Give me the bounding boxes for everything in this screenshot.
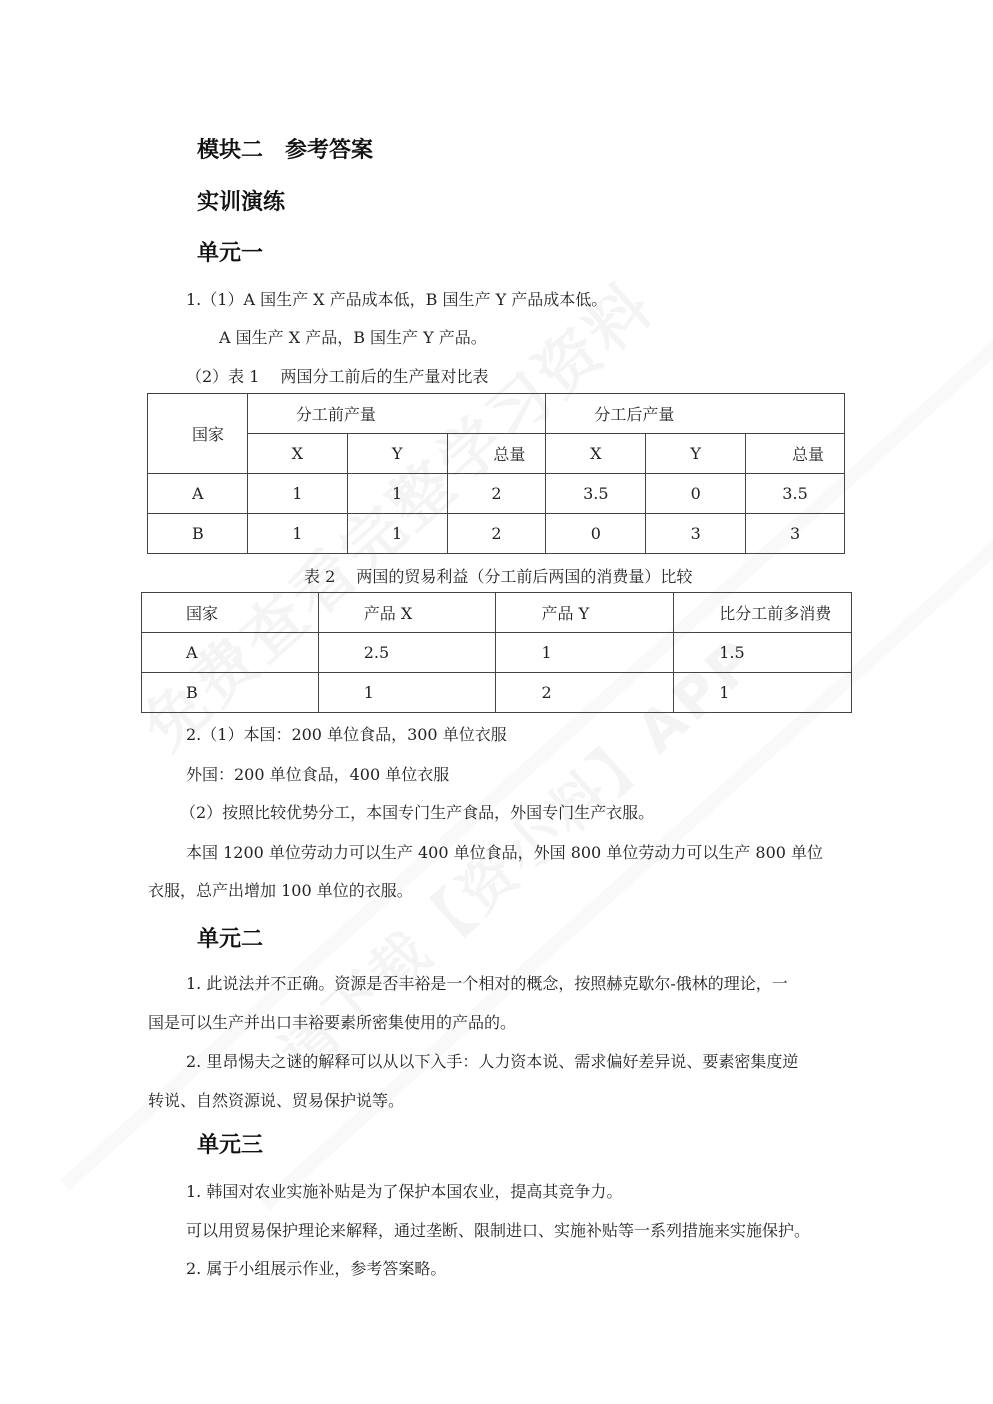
table1-header-after: 分工后产量 bbox=[546, 394, 845, 434]
unit2-q2-line1: 2. 里昂惕夫之谜的解释可以从以下入手：人力资本说、需求偏好差异说、要素密集度逆 bbox=[186, 1052, 799, 1071]
table2-cell: A bbox=[142, 633, 319, 673]
table1-subheader: Y bbox=[347, 434, 447, 474]
table1-cell: 3.5 bbox=[746, 474, 845, 514]
unit3-q1-line1: 1. 韩国对农业实施补贴是为了保护本国农业，提高其竞争力。 bbox=[186, 1182, 623, 1201]
table2-cell: B bbox=[142, 673, 319, 713]
table1-cell: 0 bbox=[646, 474, 746, 514]
unit1-q1-line2: A 国生产 X 产品，B 国生产 Y 产品。 bbox=[219, 328, 487, 347]
table-row bbox=[148, 514, 845, 554]
unit1-q2-line1: 2.（1）本国：200 单位食品，300 单位衣服 bbox=[186, 725, 507, 744]
table2-header: 产品 X bbox=[318, 593, 496, 633]
table1-subheader: X bbox=[546, 434, 646, 474]
table1-cell: 1 bbox=[247, 474, 347, 514]
unit3-q2-line1: 2. 属于小组展示作业，参考答案略。 bbox=[186, 1259, 447, 1278]
unit1-q2-line2: 外国：200 单位食品，400 单位衣服 bbox=[186, 765, 450, 784]
table2-cell: 2 bbox=[496, 673, 674, 713]
table1-cell: 3.5 bbox=[546, 474, 646, 514]
table1-subheader: 总量 bbox=[447, 434, 546, 474]
table-row bbox=[142, 633, 852, 673]
table1-cell: 1 bbox=[247, 514, 347, 554]
table2-header: 产品 Y bbox=[496, 593, 674, 633]
production-comparison-table bbox=[147, 393, 845, 554]
table1-header-country: 国家 bbox=[148, 394, 248, 474]
table1-cell: 0 bbox=[546, 514, 646, 554]
trade-benefit-table bbox=[141, 592, 852, 713]
unit2-heading: 单元二 bbox=[197, 927, 264, 952]
table1-cell: 1 bbox=[347, 514, 447, 554]
table1-cell: 3 bbox=[646, 514, 746, 554]
table2-header: 国家 bbox=[142, 593, 319, 633]
table1-cell: 1 bbox=[347, 474, 447, 514]
table1-cell: 2 bbox=[447, 514, 546, 554]
table-row bbox=[148, 474, 845, 514]
unit1-q2-line4: 本国 1200 单位劳动力可以生产 400 单位食品，外国 800 单位劳动力可以生产 800 单位 bbox=[186, 843, 824, 862]
unit3-heading: 单元三 bbox=[197, 1133, 264, 1158]
table1-subheader: 总量 bbox=[746, 434, 845, 474]
table2-header: 比分工前多消费 bbox=[674, 593, 852, 633]
table2-cell: 2.5 bbox=[318, 633, 496, 673]
unit3-q1-line2: 可以用贸易保护理论来解释，通过垄断、限制进口、实施补贴等一系列措施来实施保护。 bbox=[186, 1221, 811, 1240]
table1-cell: 2 bbox=[447, 474, 546, 514]
module-title: 模块二 参考答案 bbox=[197, 138, 374, 163]
unit1-q2-line5: 衣服，总产出增加 100 单位的衣服。 bbox=[148, 881, 413, 900]
unit2-q2-line2: 转说、自然资源说、贸易保护说等。 bbox=[148, 1091, 405, 1110]
unit1-heading: 单元一 bbox=[197, 241, 264, 266]
table1-caption: （2）表 1 两国分工前后的生产量对比表 bbox=[186, 367, 489, 386]
unit1-q1-line1: 1.（1）A 国生产 X 产品成本低，B 国生产 Y 产品成本低。 bbox=[186, 290, 608, 309]
table1-cell-country: B bbox=[148, 514, 248, 554]
unit2-q1-line2: 国是可以生产并出口丰裕要素所密集使用的产品的。 bbox=[148, 1013, 517, 1032]
table2-cell: 1 bbox=[674, 673, 852, 713]
unit1-q2-line3: （2）按照比较优势分工，本国专门生产食品，外国专门生产衣服。 bbox=[180, 803, 655, 822]
table-row bbox=[142, 673, 852, 713]
table1-subheader: X bbox=[247, 434, 347, 474]
section-title: 实训演练 bbox=[197, 190, 286, 215]
table2-caption: 表 2 两国的贸易利益（分工前后两国的消费量）比较 bbox=[304, 567, 693, 586]
table2-cell: 1 bbox=[318, 673, 496, 713]
table1-subheader: Y bbox=[646, 434, 746, 474]
table2-cell: 1.5 bbox=[674, 633, 852, 673]
unit2-q1-line1: 1. 此说法并不正确。资源是否丰裕是一个相对的概念，按照赫克歇尔-俄林的理论，一 bbox=[186, 974, 788, 993]
table1-header-before: 分工前产量 bbox=[247, 394, 546, 434]
table1-cell: 3 bbox=[746, 514, 845, 554]
table1-cell-country: A bbox=[148, 474, 248, 514]
table2-cell: 1 bbox=[496, 633, 674, 673]
